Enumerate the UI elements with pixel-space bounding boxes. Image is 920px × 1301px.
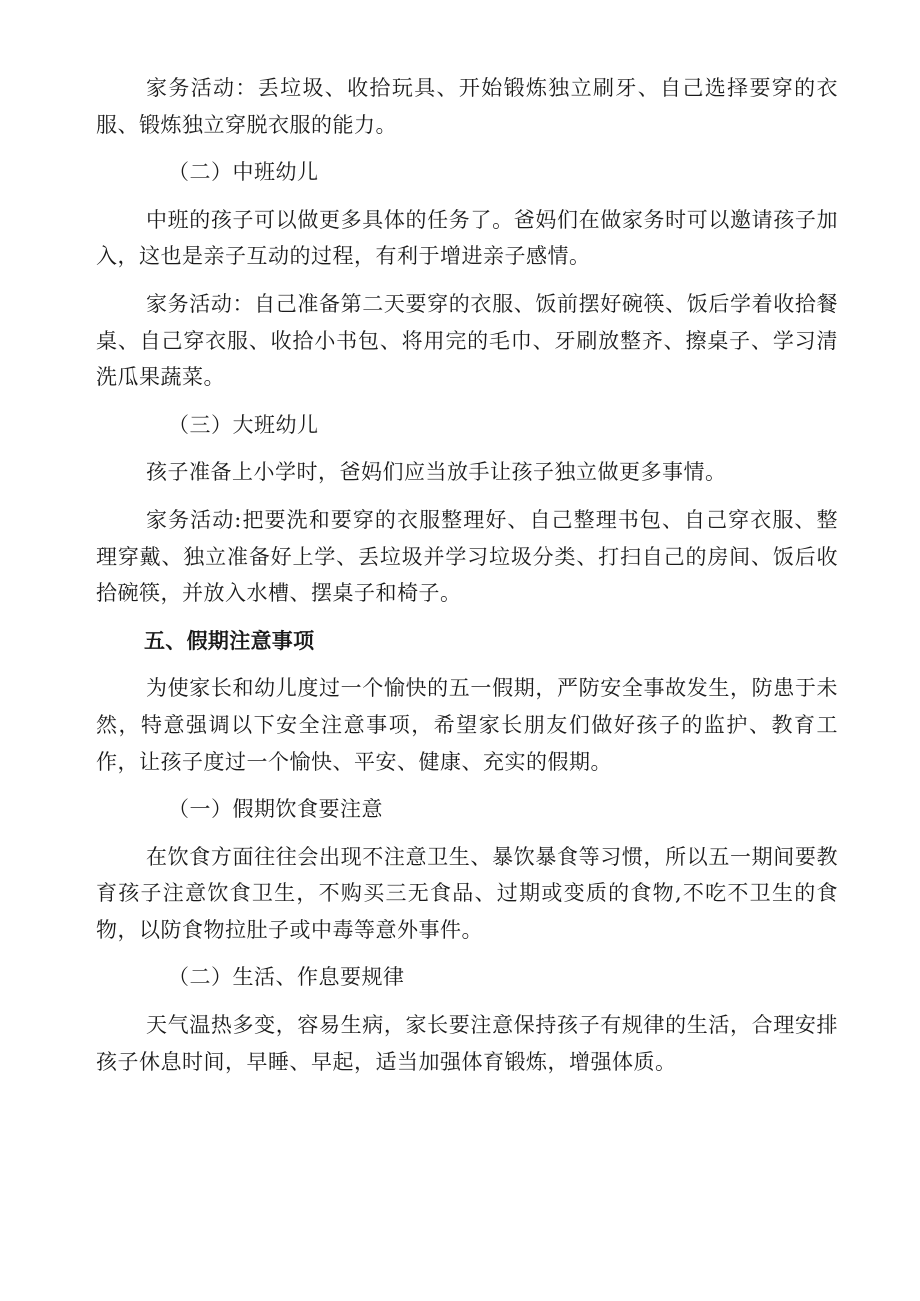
paragraph-middle-class-intro: 中班的孩子可以做更多具体的任务了。爸妈们在做家务时可以邀请孩子加入，这也是亲子互动的过程，有利于增进亲子感情。 <box>96 207 838 269</box>
paragraph-senior-class-chores: 家务活动:把要洗和要穿的衣服整理好、自己整理书包、自己穿衣服、整理穿戴、独立准备好上学、丢垃圾并学习垃圾分类、打扫自己的房间、饭后收拾碗筷，并放入水槽、摆桌子和椅子。 <box>96 507 838 606</box>
subheading-senior-class: （三）大班幼儿 <box>168 412 319 437</box>
section-heading-holiday-notes: 五、假期注意事项 <box>144 628 315 653</box>
paragraph-senior-class-intro: 孩子准备上小学时，爸妈们应当放手让孩子独立做更多事情。 <box>146 460 727 485</box>
paragraph-diet: 在饮食方面往往会出现不注意卫生、暴饮暴食等习惯，所以五一期间要教育孩子注意饮食卫生，不购买三无食品、过期或变质的食物,不吃不卫生的食物，以防食物拉肚子或中毒等意外事件。 <box>96 844 838 942</box>
paragraph-holiday-intro: 为使家长和幼儿度过一个愉快的五一假期，严防安全事故发生，防患于未然，特意强调以下安全注意事项，希望家长朋友们做好孩子的监护、教育工作，让孩子度过一个愉快、平安、健康、充实的假期。 <box>96 676 838 774</box>
paragraph-routine: 天气温热多变，容易生病，家长要注意保持孩子有规律的生活，合理安排孩子休息时间，早睡、早起，适当加强体育锻炼，增强体质。 <box>96 1013 838 1074</box>
paragraph-small-class-chores: 家务活动：丢垃圾、收拾玩具、开始锻炼独立刷牙、自己选择要穿的衣服、锻炼独立穿脱衣服的能力。 <box>96 76 838 137</box>
subheading-diet: （一）假期饮食要注意 <box>168 797 383 822</box>
subheading-middle-class: （二）中班幼儿 <box>168 160 319 185</box>
subheading-routine: （二）生活、作息要规律 <box>168 965 405 990</box>
document-page <box>96 70 838 1080</box>
paragraph-middle-class-chores: 家务活动：自己准备第二天要穿的衣服、饭前摆好碗筷、饭后学着收拾餐桌、自己穿衣服、收拾小书包、将用完的毛巾、牙刷放整齐、擦桌子、学习清洗瓜果蔬菜。 <box>96 291 838 390</box>
